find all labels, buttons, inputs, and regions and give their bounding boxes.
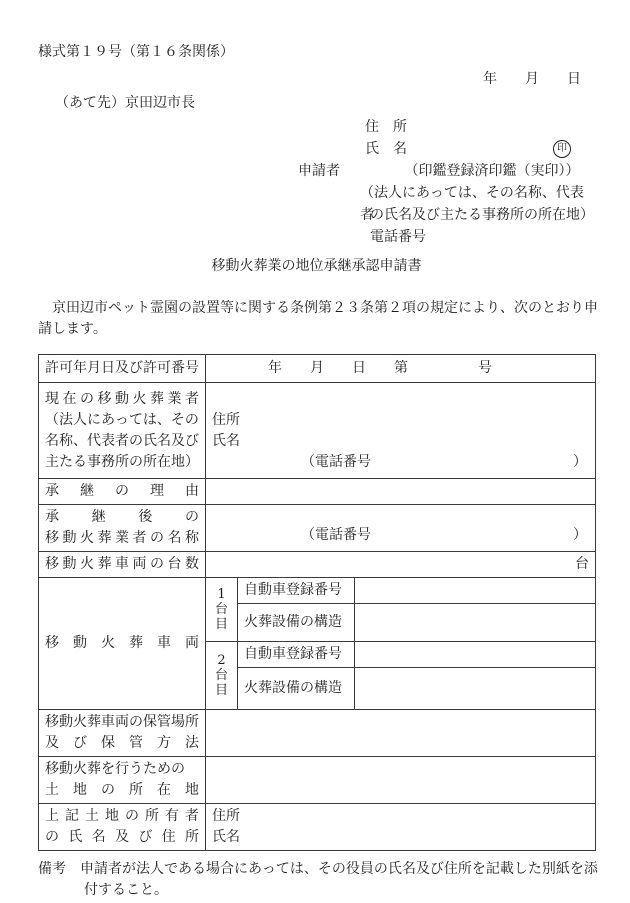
remarks-line-1: 備考 申請者が法人である場合にあっては、その役員の氏名及び住所を記載した別紙を添 (38, 861, 598, 877)
table-row (39, 505, 596, 552)
applicant-label: 申請者 (298, 163, 340, 179)
table-row (39, 479, 596, 505)
landowner-name-label: 氏名 (212, 829, 240, 845)
applicant-phone-label: 電話番号 (370, 229, 426, 245)
vehicle-2-number (206, 642, 238, 710)
vehicle-1-structure-label: 火葬設備の構造 (238, 604, 355, 642)
phone-close: ） (573, 454, 588, 470)
vehicle-1-registration-value (355, 578, 596, 604)
applicant-phone-line (38, 226, 595, 248)
table-row (39, 355, 596, 383)
land-value-cell (206, 757, 596, 804)
vehicle-2-structure-value (355, 668, 596, 710)
vehicle-1-number (206, 578, 238, 642)
landowner-label-line-1: 上記土地の所有者 (45, 808, 199, 824)
table-row (39, 552, 596, 578)
table-row (39, 804, 596, 851)
current-operator-label-line-1: 現在の移動火葬業者 (45, 390, 199, 407)
registered-seal-note: （印鑑登録済印鑑（実印）） (404, 163, 580, 179)
permit-value: 年 月 日 第 号 (206, 355, 596, 383)
applicant-name-line (38, 138, 595, 160)
successor-value-cell (206, 505, 596, 552)
applicant-name-label: 氏 名 (365, 141, 407, 157)
vehicle-2-registration-value (355, 642, 596, 668)
vehicles-label: 移動火葬車両 (39, 578, 206, 710)
storage-label (39, 710, 206, 757)
successor-label-line-1: 承継後の (45, 509, 199, 525)
landowner-label (39, 804, 206, 851)
application-table (38, 354, 596, 851)
vehicle-count-label: 移動火葬車両の台数 (39, 552, 206, 578)
land-label-line-1: 移動火葬を行うための (45, 761, 185, 777)
vehicle-1-char: 目 (214, 617, 228, 632)
seal-mark-icon: 印 (553, 140, 571, 158)
table-row (39, 383, 596, 479)
storage-label-line-1: 移動火葬車両の保管場所 (45, 714, 199, 730)
intro-line-2: 請します。 (38, 321, 107, 337)
landowner-address-label: 住所 (212, 808, 240, 824)
vehicle-2-registration-label: 自動車登録番号 (238, 642, 355, 668)
vehicle-2-structure-label: 火葬設備の構造 (238, 668, 355, 710)
table-row (39, 578, 596, 604)
successor-label-line-2: 移動火葬業者の名称 (45, 530, 199, 546)
permit-label: 許可年月日及び許可番号 (39, 355, 206, 383)
vehicle-2-char: 2 (217, 653, 226, 668)
vehicle-count-unit: 台 (206, 552, 596, 578)
vehicle-1-char: 台 (214, 602, 228, 617)
page-title: 移動火葬業の地位承継承認申請書 (211, 258, 422, 274)
remarks-note (38, 859, 598, 901)
current-operator-label-line-2: （法人にあっては、その (45, 411, 199, 428)
land-label-line-2: 土地の所在地 (45, 782, 199, 798)
succession-reason-label: 承継の理由 (39, 479, 206, 505)
phone-open: （電話番号 (301, 527, 371, 543)
corporate-note-line-2 (38, 204, 595, 226)
remarks-line-2: 付すること。 (84, 882, 168, 898)
current-operator-label-line-4: 主たる事務所の所在地） (45, 453, 199, 470)
form-number: 様式第１９号（第１６条関係） (38, 44, 234, 60)
current-operator-label-line-3: 名称、代表者の氏名及び (45, 432, 199, 449)
table-row (39, 710, 596, 757)
successor-phone-line (301, 525, 587, 546)
table-row (39, 757, 596, 804)
landowner-label-line-2: の氏名及び住所 (45, 829, 199, 845)
corporate-note-text-1: （法人にあっては、その名称、代表者 (360, 185, 584, 223)
landowner-value-cell (206, 804, 596, 851)
current-operator-name-label: 氏名 (212, 432, 240, 449)
phone-close: ） (573, 527, 588, 543)
intro-paragraph (38, 298, 598, 340)
vehicle-2-char: 台 (214, 668, 228, 683)
current-operator-label (39, 383, 206, 479)
vehicle-2-char: 目 (214, 683, 228, 698)
vehicle-1-char: 1 (217, 587, 226, 602)
succession-reason-value-cell (206, 479, 596, 505)
applicant-address-line (38, 116, 595, 138)
date-line: 年 月 日 (483, 71, 581, 87)
corporate-note-text-2: の氏名及び主たる事務所の所在地） (370, 207, 594, 223)
storage-value-cell (206, 710, 596, 757)
land-label (39, 757, 206, 804)
applicant-address-label: 住 所 (365, 119, 407, 135)
addressee: （あて先）京田辺市長 (55, 95, 195, 111)
applicant-block (38, 116, 595, 248)
intro-line-1: 京田辺市ペット霊園の設置等に関する条例第２３条第２項の規定により、次のとおり申 (38, 300, 598, 316)
vehicle-1-structure-value (355, 604, 596, 642)
vehicle-1-registration-label: 自動車登録番号 (238, 578, 355, 604)
current-operator-phone-line (301, 452, 587, 473)
phone-open: （電話番号 (301, 454, 371, 470)
current-operator-address-label: 住所 (212, 411, 240, 428)
storage-label-line-2: 及び保管方法 (45, 735, 199, 751)
current-operator-value-cell (206, 383, 596, 479)
applicant-title-line (38, 160, 595, 182)
successor-label (39, 505, 206, 552)
